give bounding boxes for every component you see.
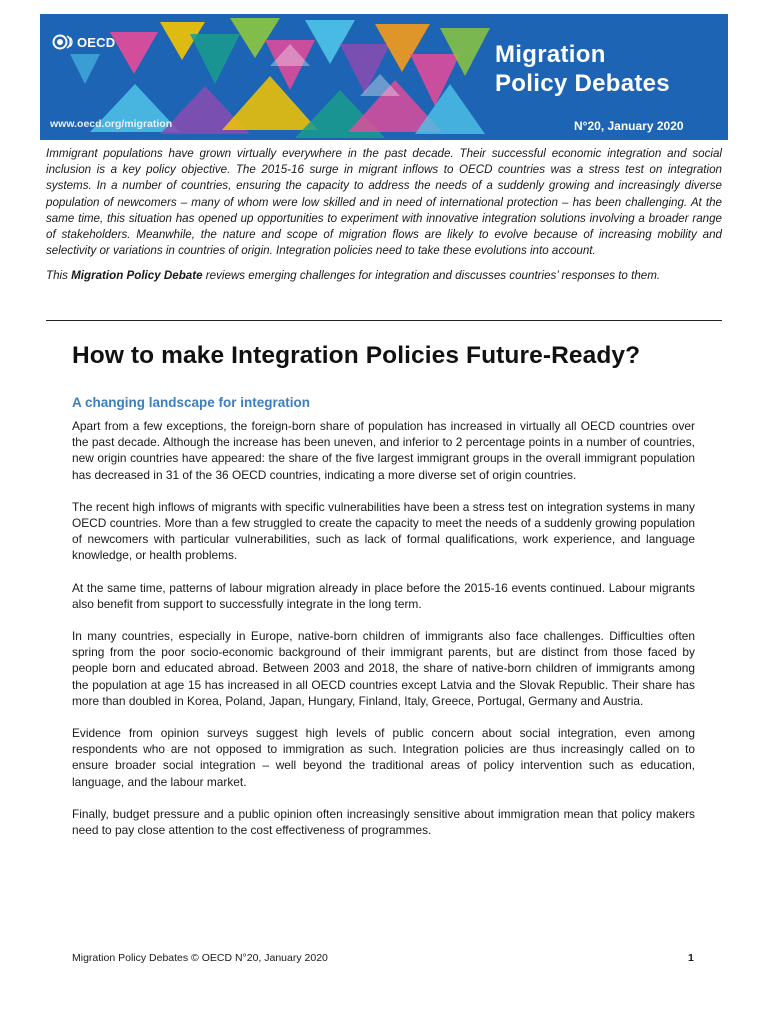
section-heading: A changing landscape for integration xyxy=(72,395,311,410)
oecd-logo xyxy=(52,34,115,50)
footer-citation: Migration Policy Debates © OECD N°20, January 2020 xyxy=(72,952,328,964)
page-number: 1 xyxy=(688,952,694,964)
oecd-logo-icon xyxy=(52,34,74,50)
abstract-paragraph: Immigrant populations have grown virtually everywhere in the past decade. Their successful economic integration and social inclusion is a key policy objective. The 2015-16 surge in migrant inflows to OECD countries was a stress test on integration systems. In a number of countries, ensuring the capacity to address the needs of a suddenly growing and increasingly diverse population of newcomers – many of whom were low skilled and in need of international protection – has been challenging. At the same time, this situation has opened up opportunities to experiment with innovative integration solutions involving a broader range of stakeholders. Meanwhile, the nature and scope of migration flows are likely to evolve because of increasing mobility and selectivity or variations in countries of origin. Integration policies need to take these evolutions into account. xyxy=(46,147,722,258)
review-suffix: reviews emerging challenges for integration and discusses countries’ responses to them. xyxy=(202,269,661,283)
article-body xyxy=(72,418,695,854)
series-title-line1: Migration xyxy=(495,41,606,68)
body-paragraph: The recent high inflows of migrants with specific vulnerabilities have been a stress test on integration systems in many OECD countries. More than a few struggled to create the capacity to meet the needs of a suddenly growing population of newcomers with particular vulnerabilities, such as lack of formal qualifications, work experience, and language knowledge, or health problems. xyxy=(72,499,695,563)
body-paragraph: In many countries, especially in Europe, native-born children of immigrants also face challenges. Difficulties often spring from the poor socio-economic background of their immigrant parents, but are distinct from those faced by people born and educated abroad. Between 2003 and 2018, the share of native-born children of immigrants among the population at age 15 has increased in all OECD countries except Latvia and the Slovak Republic. Their share has more than doubled in Korea, Poland, Japan, Hungary, Finland, Italy, Greece, Portugal, Germany and Austria. xyxy=(72,629,695,708)
body-paragraph: Apart from a few exceptions, the foreign-born share of population has increased in virtually all OECD countries over the past decade. Although the increase has been uneven, and inferior to 2 percentage points in a number of countries, new origin countries have appeared: the share of the five largest immigrant groups in the overall immigrant population has decreased in 31 of the 36 OECD countries, indicating a more diverse set of origin countries. xyxy=(72,419,695,482)
body-paragraph: Evidence from opinion surveys suggest high levels of public concern about social integration, even among respondents who are not opposed to immigration as such. Integration policies are thus increasingly called on to ensure broader social integration – well beyond the traditional areas of policy intervention such as education, language, and the labour market. xyxy=(72,726,695,789)
header-banner xyxy=(40,14,728,140)
body-paragraph: Finally, budget pressure and a public opinion often increasingly sensitive about immigration mean that policy makers need to pay close attention to the cost effectiveness of programmes. xyxy=(72,806,695,838)
website-url: www.oecd.org/migration xyxy=(50,118,173,130)
body-paragraph: At the same time, patterns of labour migration already in place before the 2015-16 events continued. Labour migrants also benefit from support to successfully integrate in the long term. xyxy=(72,580,695,611)
issue-number: N°20, January 2020 xyxy=(574,119,684,133)
abstract-review-line xyxy=(46,268,722,284)
page-title: How to make Integration Policies Future-Ready? xyxy=(72,342,641,369)
oecd-logo-text: OECD xyxy=(77,34,116,50)
series-title-line2: Policy Debates xyxy=(495,70,670,97)
review-bold-title: Migration Policy Debate xyxy=(71,269,203,283)
divider-rule xyxy=(46,320,722,321)
abstract xyxy=(46,146,722,285)
series-title xyxy=(495,40,670,98)
review-prefix: This xyxy=(46,269,72,283)
